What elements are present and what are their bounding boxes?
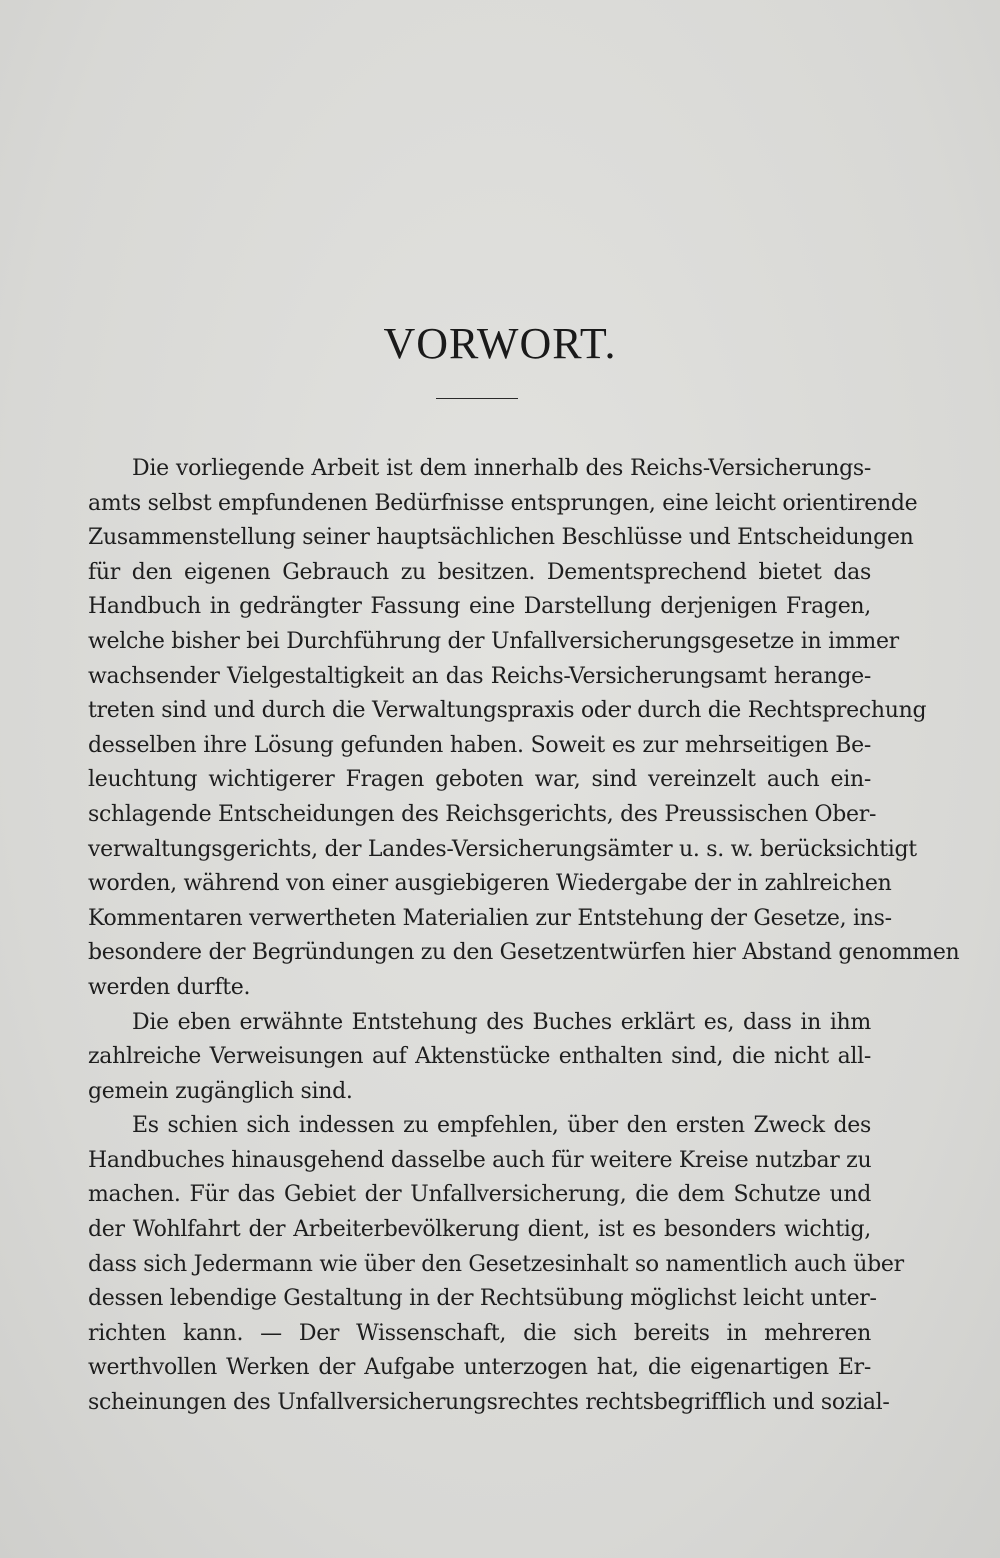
text-line: der Wohlfahrt der Arbeiterbevölkerung dient, ist es besonders wichtig, — [88, 1217, 871, 1243]
text-line: Die vorliegende Arbeit ist dem innerhalb des Reichs-Versicherungs- — [132, 456, 871, 481]
text-line: leuchtung wichtigerer Fragen geboten war, sind vereinzelt auch ein- — [88, 767, 871, 793]
text-line: Kommentaren verwertheten Materialien zur Entstehung der Gesetze, ins- — [88, 905, 892, 931]
text-line: dass sich Jedermann wie über den Gesetzesinhalt so namentlich auch über — [88, 1251, 904, 1277]
body-text — [88, 452, 960, 1421]
title-rule — [436, 398, 518, 399]
text-line: Zusammenstellung seiner hauptsächlichen Beschlüsse und Entscheidungen — [88, 525, 914, 551]
text-line: treten sind und durch die Verwaltungspraxis oder durch die Rechtsprechung — [88, 698, 927, 724]
text-line: welche bisher bei Durchführung der Unfallversicherungsgesetze in immer — [88, 628, 899, 654]
paragraph — [88, 1109, 904, 1420]
text-line: Die eben erwähnte Entstehung des Buches erklärt es, dass in ihm — [132, 1009, 871, 1035]
text-line: werden durfte. — [88, 974, 251, 1000]
text-line: Handbuch in gedrängter Fassung eine Darstellung derjenigen Fragen, — [88, 594, 871, 620]
text-line: wachsender Vielgestaltigkeit an das Reichs-Versicherungsamt herange- — [88, 663, 871, 689]
text-line: amts selbst empfundenen Bedürfnisse entsprungen, eine leicht orientirende — [88, 490, 918, 516]
text-line: richten kann. — Der Wissenschaft, die sich bereits in mehreren — [88, 1320, 871, 1346]
text-line: werthvollen Werken der Aufgabe unterzogen hat, die eigenartigen Er- — [88, 1355, 871, 1381]
text-line: gemein zugänglich sind. — [88, 1078, 353, 1104]
text-line: dessen lebendige Gestaltung in der Rechtsübung möglichst leicht unter- — [88, 1286, 877, 1312]
text-line: Es schien sich indessen zu empfehlen, über den ersten Zweck des — [132, 1113, 871, 1139]
text-line: Handbuches hinausgehend dasselbe auch für weitere Kreise nutzbar zu — [88, 1147, 872, 1173]
paragraph — [88, 452, 960, 1006]
text-line: desselben ihre Lösung gefunden haben. Soweit es zur mehrseitigen Be- — [88, 732, 871, 758]
text-line: scheinungen des Unfallversicherungsrechtes rechtsbegrifflich und sozial- — [88, 1390, 890, 1416]
text-line: besondere der Begründungen zu den Gesetzentwürfen hier Abstand genommen — [88, 940, 960, 966]
text-line: machen. Für das Gebiet der Unfallversicherung, die dem Schutze und — [88, 1182, 871, 1208]
text-line: schlagende Entscheidungen des Reichsgerichts, des Preussischen Ober- — [88, 801, 877, 827]
page-title: VORWORT. — [383, 319, 617, 368]
text-line: worden, während von einer ausgiebigeren Wiedergabe der in zahlreichen — [88, 871, 892, 897]
paragraph — [88, 1006, 871, 1110]
text-line: zahlreiche Verweisungen auf Aktenstücke enthalten sind, die nicht all- — [88, 1044, 871, 1070]
text-line: für den eigenen Gebrauch zu besitzen. Dementsprechend bietet das — [88, 559, 871, 585]
text-line: verwaltungsgerichts, der Landes-Versicherungsämter u. s. w. berücksichtigt — [88, 836, 917, 862]
